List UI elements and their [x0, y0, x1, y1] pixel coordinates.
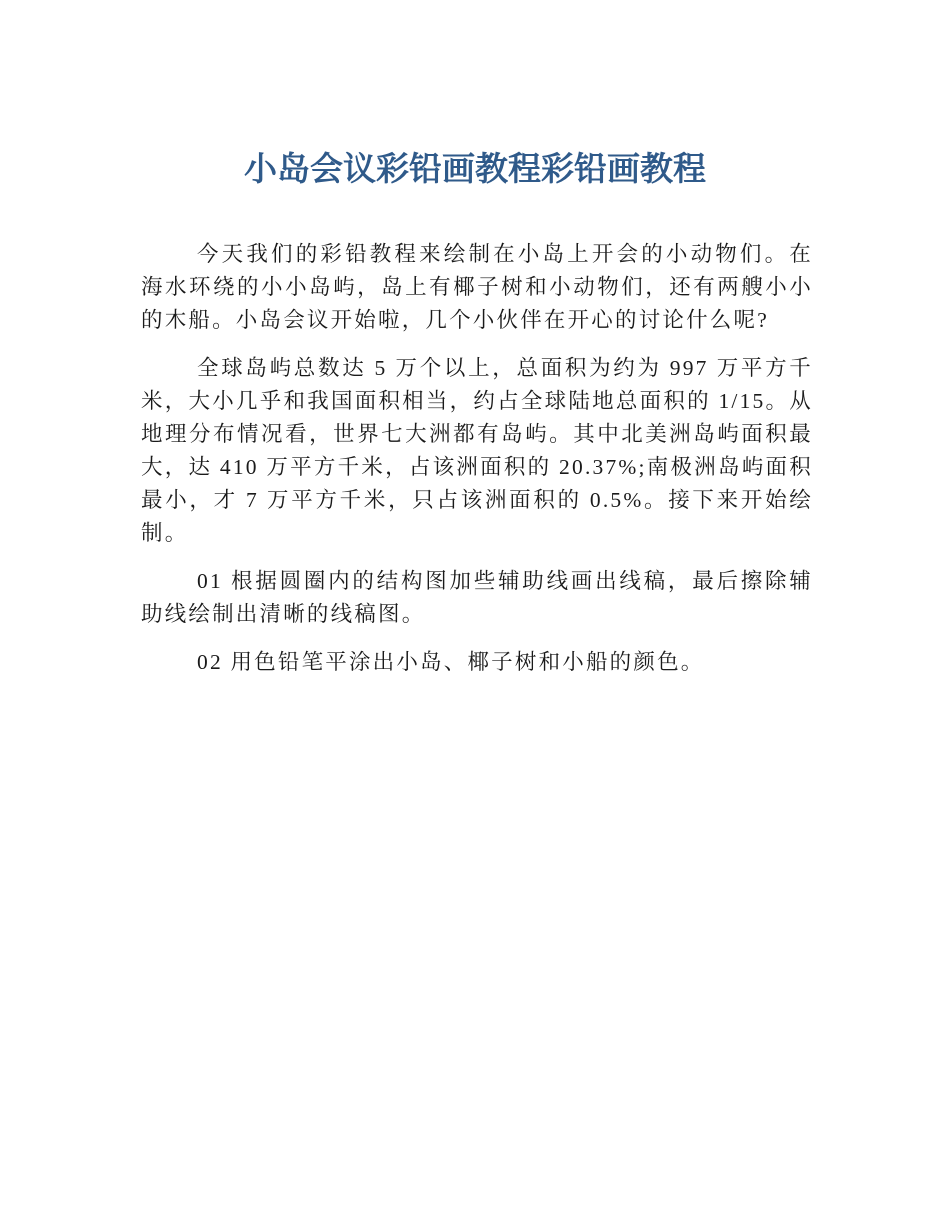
document-body: [141, 238, 813, 694]
paragraph-intro: 今天我们的彩铅教程来绘制在小岛上开会的小动物们。在海水环绕的小小岛屿，岛上有椰子树和小动物们，还有两艘小小的木船。小岛会议开始啦，几个小伙伴在开心的讨论什么呢?: [141, 242, 813, 332]
document-title: 小岛会议彩铅画教程彩铅画教程: [244, 149, 706, 188]
paragraph-island-facts: 全球岛屿总数达 5 万个以上，总面积为约为 997 万平方千米，大小几乎和我国面积相当，约占全球陆地总面积的 1/15。从地理分布情况看，世界七大洲都有岛屿。其中北美洲岛屿面积最大，达 410 万平方千米，占该洲面积的 20.37%;南极洲岛屿面积最小，才 7 万平方千米，只占该洲面积的 0.5%。接下来开始绘制。: [141, 356, 813, 545]
paragraph-step-02: 02 用色铅笔平涂出小岛、椰子树和小船的颜色。: [197, 650, 705, 674]
paragraph-step-01: 01 根据圆圈内的结构图加些辅助线画出线稿，最后擦除辅助线绘制出清晰的线稿图。: [141, 569, 813, 626]
